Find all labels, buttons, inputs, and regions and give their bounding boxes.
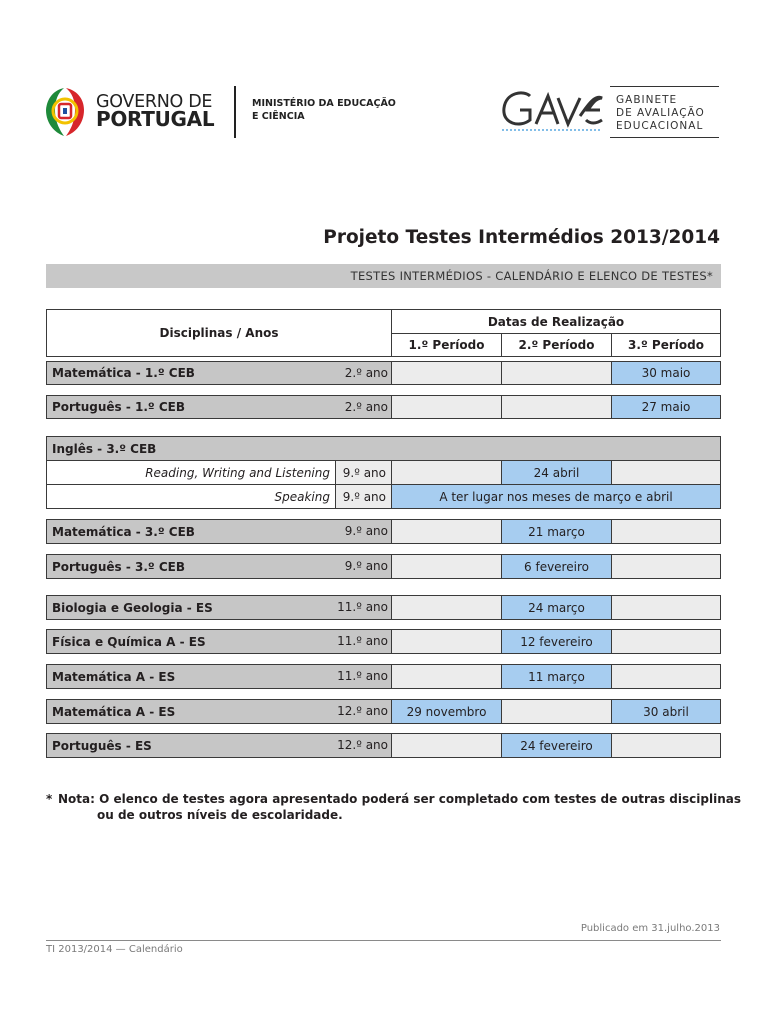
row-disciplina: Biologia e Geologia - ES bbox=[46, 595, 392, 620]
gave-rule-top bbox=[610, 86, 719, 87]
row-disciplina: Matemática A - ES bbox=[46, 699, 392, 724]
cell-periodo-1: 29 novembro bbox=[391, 699, 502, 724]
footer-divider bbox=[46, 940, 721, 941]
row-ano: 9.º ano bbox=[335, 484, 392, 509]
row-componente: Reading, Writing and Listening bbox=[46, 460, 336, 485]
cell-periodo-2: 11 março bbox=[501, 664, 612, 689]
row-disciplina: Português - ES bbox=[46, 733, 392, 758]
row-ano: 9.º ano bbox=[335, 460, 392, 485]
governo-de-portugal-logo bbox=[44, 84, 234, 140]
cell-periodo-2: 24 março bbox=[501, 595, 612, 620]
cell-periodo-3 bbox=[611, 554, 721, 579]
cell-periodo-3 bbox=[611, 460, 721, 485]
row-ano: 11.º ano bbox=[337, 600, 388, 614]
cell-periodo-2: 24 abril bbox=[501, 460, 612, 485]
cell-periodo-2: 21 março bbox=[501, 519, 612, 544]
row-ano: 9.º ano bbox=[344, 524, 388, 538]
cell-periodo-1 bbox=[391, 395, 502, 419]
cell-periodo-1 bbox=[391, 733, 502, 758]
cell-periodo-2 bbox=[501, 395, 612, 419]
subtitle-bar bbox=[46, 264, 721, 288]
cell-periodo-1 bbox=[391, 595, 502, 620]
cell-periodo-1 bbox=[391, 629, 502, 654]
cell-periodo-3 bbox=[611, 664, 721, 689]
cell-periodo-2 bbox=[501, 699, 612, 724]
cell-periodo-2 bbox=[501, 361, 612, 385]
footer-text: TI 2013/2014 — Calendário bbox=[46, 944, 183, 955]
subtitle-text: TESTES INTERMÉDIOS - CALENDÁRIO E ELENCO DE TESTES* bbox=[350, 269, 713, 283]
header-periodo-3: 3.º Período bbox=[611, 333, 721, 357]
note-line2: ou de outros níveis de escolaridade. bbox=[97, 808, 343, 822]
cell-periodo-1 bbox=[391, 664, 502, 689]
cell-periodo-3 bbox=[611, 595, 721, 620]
row-ano: 12.º ano bbox=[337, 704, 388, 718]
cell-periodo-1 bbox=[391, 554, 502, 579]
row-ano: 12.º ano bbox=[337, 738, 388, 752]
cell-periodo-2: 24 fevereiro bbox=[501, 733, 612, 758]
cell-periodo-1 bbox=[391, 460, 502, 485]
cell-periodo-3 bbox=[611, 629, 721, 654]
cell-periodo-1 bbox=[391, 361, 502, 385]
row-componente: Speaking bbox=[46, 484, 336, 509]
gave-line1: GABINETE bbox=[616, 94, 678, 106]
gov-line1: GOVERNO DE bbox=[96, 92, 213, 112]
cell-periodo-1 bbox=[391, 519, 502, 544]
note-line1: Nota: O elenco de testes agora apresentado poderá ser completado com testes de outras disciplinas bbox=[58, 792, 741, 806]
cell-periodo-2: 12 fevereiro bbox=[501, 629, 612, 654]
cell-periodo-3 bbox=[611, 519, 721, 544]
row-disciplina: Português - 1.º CEB bbox=[46, 395, 392, 419]
gave-line2: DE AVALIAÇÃO bbox=[616, 107, 705, 119]
row-disciplina: Matemática - 1.º CEB bbox=[46, 361, 392, 385]
row-ano: 2.º ano bbox=[344, 400, 388, 414]
gave-line3: EDUCACIONAL bbox=[616, 120, 704, 132]
row-ano: 11.º ano bbox=[337, 669, 388, 683]
published-date: Publicado em 31.julho.2013 bbox=[580, 923, 720, 934]
gov-line2: PORTUGAL bbox=[96, 107, 215, 131]
gave-rule-bottom bbox=[610, 137, 719, 138]
cell-periodo-2: 6 fevereiro bbox=[501, 554, 612, 579]
cell-periodo-3: 30 abril bbox=[611, 699, 721, 724]
cell-periodo-3: 27 maio bbox=[611, 395, 721, 419]
header-disciplinas: Disciplinas / Anos bbox=[46, 309, 392, 357]
ministry-line2: E CIÊNCIA bbox=[252, 111, 305, 122]
group-header-ingles: Inglês - 3.º CEB bbox=[46, 436, 721, 461]
note-asterisk: * bbox=[46, 792, 53, 806]
row-disciplina: Física e Química A - ES bbox=[46, 629, 392, 654]
row-disciplina: Matemática A - ES bbox=[46, 664, 392, 689]
gave-logo bbox=[500, 86, 604, 134]
header-periodo-1: 1.º Período bbox=[391, 333, 502, 357]
cell-periodo-span: A ter lugar nos meses de março e abril bbox=[391, 484, 721, 509]
row-ano: 2.º ano bbox=[344, 366, 388, 380]
row-disciplina: Matemática - 3.º CEB bbox=[46, 519, 392, 544]
header-periodo-2: 2.º Período bbox=[501, 333, 612, 357]
header-datas: Datas de Realização bbox=[391, 309, 721, 334]
cell-periodo-3 bbox=[611, 733, 721, 758]
ministry-line1: MINISTÉRIO DA EDUCAÇÃO bbox=[252, 98, 396, 109]
row-disciplina: Português - 3.º CEB bbox=[46, 554, 392, 579]
page-title: Projeto Testes Intermédios 2013/2014 bbox=[323, 227, 720, 248]
portugal-emblem-icon bbox=[44, 86, 86, 138]
row-ano: 11.º ano bbox=[337, 634, 388, 648]
cell-periodo-3: 30 maio bbox=[611, 361, 721, 385]
header-divider bbox=[234, 86, 236, 138]
row-ano: 9.º ano bbox=[344, 559, 388, 573]
